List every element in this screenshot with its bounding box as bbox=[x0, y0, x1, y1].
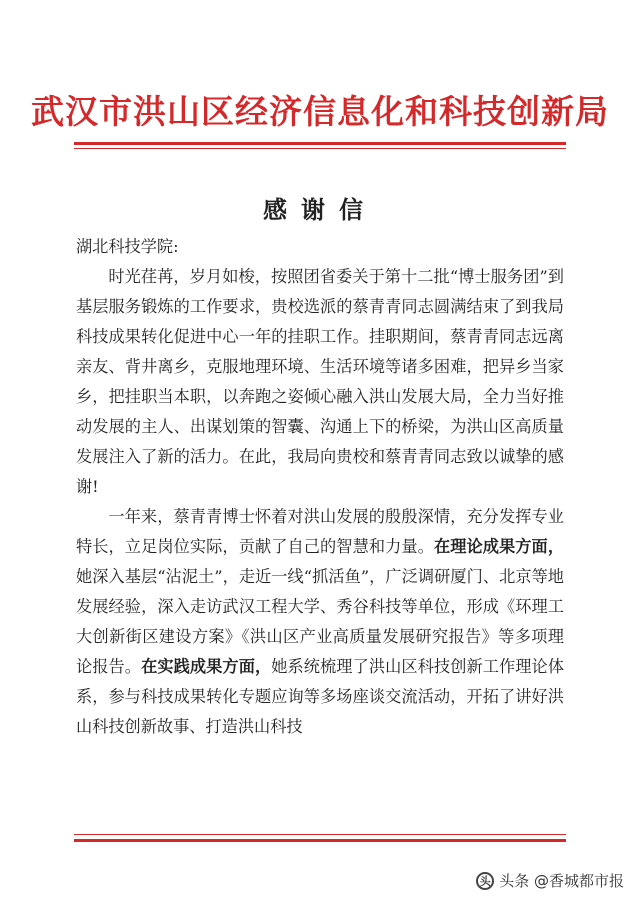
letterhead-rule-thick bbox=[74, 142, 566, 145]
footer-rule-thin bbox=[74, 834, 566, 835]
paragraph-1 bbox=[76, 262, 564, 502]
paragraph-1-text: 时光荏苒，岁月如梭，按照团省委关于第十二批“博士服务团”到基层服务锻炼的工作要求，贵校选派的蔡青青同志圆满结束了到我局科技成果转化促进中心一年的挂职工作。挂职期间，蔡青青同志远离亲友、背井离乡，克服地理环境、生活环境等诸多困难，把异乡当家乡，把挂职当本职，以奔跑之姿倾心融入洪山发展大局，全力当好推动发展的主人、出谋划策的智囊、沟通上下的桥梁，为洪山区高质量发展注入了新的活力。在此，我局向贵校和蔡青青同志致以诚挚的感谢! bbox=[76, 267, 564, 496]
paragraph-2 bbox=[76, 502, 564, 742]
theory-heading: 在理论成果方面， bbox=[433, 537, 565, 556]
footer-rule-thick bbox=[74, 839, 566, 842]
practice-heading: 在实践成果方面， bbox=[141, 657, 272, 676]
paragraph-2-text-b: 她深入基层“沾泥土”，走近一线“抓活鱼”，广泛调研厦门、北京等地发展经验，深入走访武汉工程大学、秀谷科技等单位，形成《环理工大创新街区建设方案》《洪山区产业高质量发展研究报告》等多项理论报告。 bbox=[76, 567, 564, 676]
watermark-text: 头条 @香城都市报 bbox=[499, 872, 624, 890]
letter-title: 感谢信 bbox=[263, 195, 377, 224]
toutiao-logo-icon: 头 bbox=[476, 872, 494, 890]
paragraph-2-text-a: 一年来，蔡青青博士怀着对洪山发展的殷殷深情，充分发挥专业特长，立足岗位实际，贡献了自己的智慧和力量。 bbox=[76, 507, 564, 556]
letterhead-title: 武汉市洪山区经济信息化和科技创新局 bbox=[31, 92, 609, 131]
letterhead-rule-thin bbox=[74, 148, 566, 149]
salutation: 湖北科技学院: bbox=[76, 237, 179, 256]
paragraph-2-text-c: 她系统梳理了洪山区科技创新工作理论体系，参与科技成果转化专题应询等多场座谈交流活动，开拓了讲好洪山科技创新故事、打造洪山科技 bbox=[76, 657, 565, 736]
watermark bbox=[476, 870, 624, 891]
letter-body bbox=[76, 232, 564, 742]
